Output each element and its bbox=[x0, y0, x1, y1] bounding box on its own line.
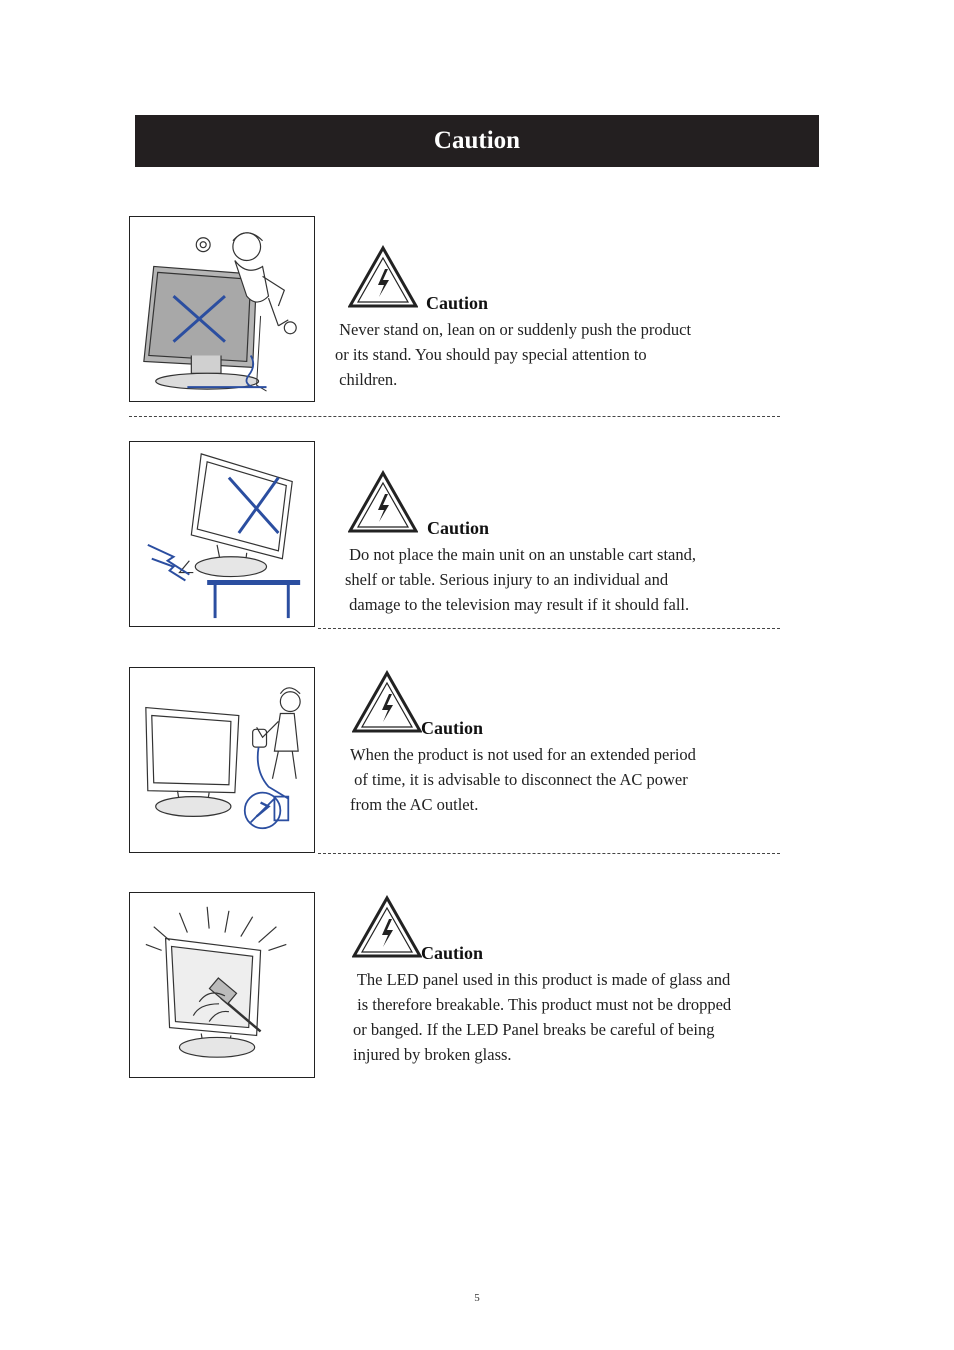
high-voltage-warning-icon bbox=[352, 670, 422, 734]
hammer-breaking-panel-illustration bbox=[129, 892, 315, 1078]
caution-heading: Caution bbox=[426, 293, 489, 313]
page-header-bar bbox=[135, 115, 819, 167]
unplug-ac-power-illustration bbox=[129, 667, 315, 853]
high-voltage-warning-icon bbox=[352, 895, 422, 959]
page-title: Caution bbox=[433, 127, 521, 154]
section-divider bbox=[318, 853, 780, 854]
section-divider bbox=[318, 628, 780, 629]
child-climbing-tv-illustration bbox=[129, 216, 315, 402]
section-divider bbox=[129, 416, 780, 417]
caution-text: Never stand on, lean on or suddenly push the product or its stand. You should pay special attention to children. bbox=[335, 320, 692, 389]
caution-heading: Caution bbox=[421, 718, 484, 738]
high-voltage-warning-icon bbox=[348, 245, 418, 309]
tv-falling-from-table-illustration bbox=[129, 441, 315, 627]
caution-text: The LED panel used in this product is made of glass and is therefore breakable. This product must not be dropped or banged. If the LED Panel breaks be careful of being injured by broken glass. bbox=[353, 970, 732, 1064]
page-number: 5 bbox=[474, 1292, 480, 1304]
caution-heading: Caution bbox=[421, 943, 484, 963]
caution-heading: Caution bbox=[427, 518, 490, 538]
caution-text: When the product is not used for an extended period of time, it is advisable to disconnect the AC power from the AC outlet. bbox=[350, 745, 696, 814]
high-voltage-warning-icon bbox=[348, 470, 418, 534]
caution-text: Do not place the main unit on an unstable cart stand, shelf or table. Serious injury to an individual and damage to the television may result if it should fall. bbox=[345, 545, 696, 614]
